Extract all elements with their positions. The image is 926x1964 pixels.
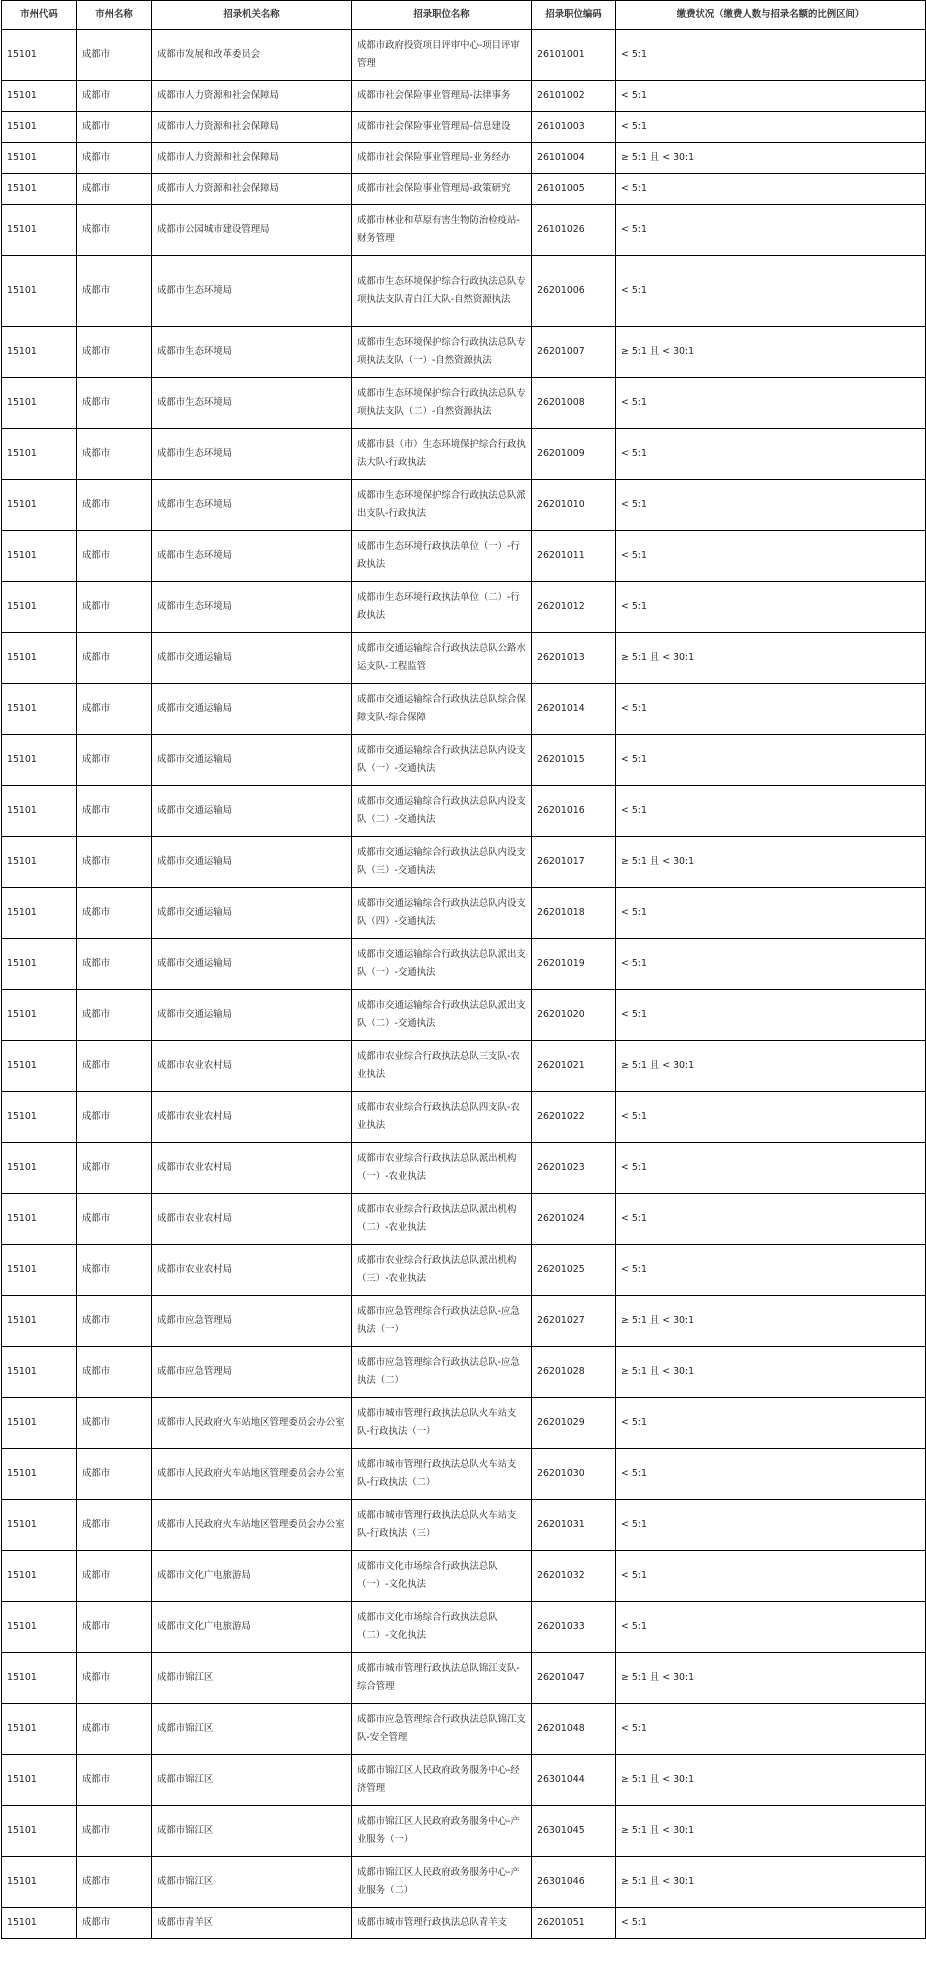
- cell-position-name: 成都市文化市场综合行政执法总队（二）-文化执法: [352, 1602, 532, 1653]
- cell-payment-status: ≥ 5:1 且 < 30:1: [616, 143, 926, 174]
- cell-position-name: 成都市社会保险事业管理局-业务经办: [352, 143, 532, 174]
- cell-payment-status: ≥ 5:1 且 < 30:1: [616, 1041, 926, 1092]
- cell-position-name: 成都市交通运输综合行政执法总队内设支队（二）-交通执法: [352, 786, 532, 837]
- cell-city-name: 成都市: [77, 1602, 152, 1653]
- header-agency-name: 招录机关名称: [152, 1, 352, 30]
- cell-city-code: 15101: [2, 1500, 77, 1551]
- cell-agency-name: 成都市生态环境局: [152, 429, 352, 480]
- cell-city-name: 成都市: [77, 1857, 152, 1908]
- cell-position-name: 成都市社会保险事业管理局-政策研究: [352, 174, 532, 205]
- cell-city-code: 15101: [2, 480, 77, 531]
- cell-city-code: 15101: [2, 888, 77, 939]
- cell-city-name: 成都市: [77, 480, 152, 531]
- cell-position-name: 成都市交通运输综合行政执法总队综合保障支队-综合保障: [352, 684, 532, 735]
- table-row: [2, 429, 926, 480]
- cell-city-code: 15101: [2, 837, 77, 888]
- cell-position-name: 成都市城市管理行政执法总队火车站支队-行政执法（三）: [352, 1500, 532, 1551]
- cell-position-name: 成都市农业综合行政执法总队四支队-农业执法: [352, 1092, 532, 1143]
- table-row: [2, 1449, 926, 1500]
- cell-city-name: 成都市: [77, 81, 152, 112]
- cell-city-name: 成都市: [77, 256, 152, 327]
- cell-city-name: 成都市: [77, 1194, 152, 1245]
- cell-city-code: 15101: [2, 81, 77, 112]
- cell-position-code: 26201032: [532, 1551, 616, 1602]
- table-row: [2, 143, 926, 174]
- cell-city-code: 15101: [2, 1092, 77, 1143]
- cell-payment-status: < 5:1: [616, 1704, 926, 1755]
- table-row: [2, 990, 926, 1041]
- cell-position-code: 26201014: [532, 684, 616, 735]
- cell-agency-name: 成都市农业农村局: [152, 1143, 352, 1194]
- cell-payment-status: < 5:1: [616, 888, 926, 939]
- cell-payment-status: < 5:1: [616, 1143, 926, 1194]
- cell-city-code: 15101: [2, 939, 77, 990]
- cell-payment-status: < 5:1: [616, 1449, 926, 1500]
- cell-city-name: 成都市: [77, 174, 152, 205]
- cell-payment-status: ≥ 5:1 且 < 30:1: [616, 837, 926, 888]
- cell-position-name: 成都市交通运输综合行政执法总队内设支队（一）-交通执法: [352, 735, 532, 786]
- cell-city-code: 15101: [2, 1551, 77, 1602]
- recruitment-table: [1, 0, 926, 1939]
- cell-payment-status: < 5:1: [616, 786, 926, 837]
- cell-agency-name: 成都市锦江区: [152, 1653, 352, 1704]
- cell-payment-status: < 5:1: [616, 429, 926, 480]
- cell-agency-name: 成都市交通运输局: [152, 633, 352, 684]
- cell-city-code: 15101: [2, 633, 77, 684]
- table-row: [2, 1857, 926, 1908]
- table-row: [2, 81, 926, 112]
- cell-position-name: 成都市应急管理综合行政执法总队-应急执法（二）: [352, 1347, 532, 1398]
- cell-city-code: 15101: [2, 735, 77, 786]
- cell-city-code: 15101: [2, 112, 77, 143]
- cell-city-name: 成都市: [77, 633, 152, 684]
- cell-position-name: 成都市生态环境保护综合行政执法总队专项执法支队青白江大队-自然资源执法: [352, 256, 532, 327]
- cell-city-code: 15101: [2, 1041, 77, 1092]
- cell-position-name: 成都市政府投资项目评审中心-项目评审管理: [352, 30, 532, 81]
- cell-city-name: 成都市: [77, 1041, 152, 1092]
- cell-position-name: 成都市交通运输综合行政执法总队内设支队（三）-交通执法: [352, 837, 532, 888]
- header-position-name: 招录职位名称: [352, 1, 532, 30]
- table-row: [2, 480, 926, 531]
- cell-city-code: 15101: [2, 1245, 77, 1296]
- cell-city-code: 15101: [2, 1704, 77, 1755]
- header-row: [2, 1, 926, 30]
- cell-payment-status: < 5:1: [616, 174, 926, 205]
- cell-city-code: 15101: [2, 1194, 77, 1245]
- cell-position-name: 成都市农业综合行政执法总队派出机构（二）-农业执法: [352, 1194, 532, 1245]
- table-row: [2, 939, 926, 990]
- table-row: [2, 735, 926, 786]
- cell-position-code: 26201012: [532, 582, 616, 633]
- cell-city-code: 15101: [2, 990, 77, 1041]
- cell-position-name: 成都市农业综合行政执法总队三支队-农业执法: [352, 1041, 532, 1092]
- cell-position-code: 26201013: [532, 633, 616, 684]
- cell-payment-status: < 5:1: [616, 735, 926, 786]
- table-row: [2, 1908, 926, 1939]
- table-row: [2, 1092, 926, 1143]
- cell-payment-status: < 5:1: [616, 582, 926, 633]
- cell-city-name: 成都市: [77, 1551, 152, 1602]
- cell-agency-name: 成都市锦江区: [152, 1755, 352, 1806]
- table-row: [2, 531, 926, 582]
- cell-position-name: 成都市交通运输综合行政执法总队公路水运支队-工程监管: [352, 633, 532, 684]
- cell-city-code: 15101: [2, 1296, 77, 1347]
- cell-city-code: 15101: [2, 684, 77, 735]
- cell-position-name: 成都市锦江区人民政府政务服务中心-产业服务（二）: [352, 1857, 532, 1908]
- cell-payment-status: < 5:1: [616, 480, 926, 531]
- cell-position-code: 26201015: [532, 735, 616, 786]
- header-position-code: 招录职位编码: [532, 1, 616, 30]
- cell-payment-status: < 5:1: [616, 1908, 926, 1939]
- cell-city-name: 成都市: [77, 143, 152, 174]
- cell-payment-status: < 5:1: [616, 30, 926, 81]
- cell-city-code: 15101: [2, 143, 77, 174]
- cell-city-name: 成都市: [77, 205, 152, 256]
- cell-payment-status: < 5:1: [616, 1245, 926, 1296]
- cell-city-code: 15101: [2, 205, 77, 256]
- cell-position-name: 成都市生态环境行政执法单位（二）-行政执法: [352, 582, 532, 633]
- cell-payment-status: ≥ 5:1 且 < 30:1: [616, 1755, 926, 1806]
- cell-city-name: 成都市: [77, 837, 152, 888]
- cell-position-code: 26201011: [532, 531, 616, 582]
- cell-city-name: 成都市: [77, 1704, 152, 1755]
- cell-agency-name: 成都市锦江区: [152, 1857, 352, 1908]
- cell-payment-status: ≥ 5:1 且 < 30:1: [616, 1857, 926, 1908]
- cell-agency-name: 成都市生态环境局: [152, 327, 352, 378]
- cell-payment-status: < 5:1: [616, 939, 926, 990]
- cell-position-code: 26201019: [532, 939, 616, 990]
- cell-city-code: 15101: [2, 1398, 77, 1449]
- cell-position-name: 成都市农业综合行政执法总队派出机构（三）-农业执法: [352, 1245, 532, 1296]
- cell-position-name: 成都市锦江区人民政府政务服务中心-经济管理: [352, 1755, 532, 1806]
- cell-position-code: 26101002: [532, 81, 616, 112]
- cell-position-name: 成都市生态环境行政执法单位（一）-行政执法: [352, 531, 532, 582]
- cell-payment-status: < 5:1: [616, 990, 926, 1041]
- cell-position-code: 26201029: [532, 1398, 616, 1449]
- cell-position-code: 26201020: [532, 990, 616, 1041]
- cell-position-name: 成都市生态环境保护综合行政执法总队派出支队-行政执法: [352, 480, 532, 531]
- table-row: [2, 888, 926, 939]
- cell-city-name: 成都市: [77, 1143, 152, 1194]
- cell-agency-name: 成都市人力资源和社会保障局: [152, 112, 352, 143]
- cell-position-code: 26201023: [532, 1143, 616, 1194]
- cell-position-name: 成都市应急管理综合行政执法总队-应急执法（一）: [352, 1296, 532, 1347]
- cell-agency-name: 成都市人力资源和社会保障局: [152, 81, 352, 112]
- table-row: [2, 174, 926, 205]
- table-row: [2, 1551, 926, 1602]
- cell-payment-status: < 5:1: [616, 205, 926, 256]
- table-row: [2, 1500, 926, 1551]
- cell-position-name: 成都市生态环境保护综合行政执法总队专项执法支队（一）-自然资源执法: [352, 327, 532, 378]
- cell-city-name: 成都市: [77, 786, 152, 837]
- table-row: [2, 1347, 926, 1398]
- cell-agency-name: 成都市文化广电旅游局: [152, 1602, 352, 1653]
- table-row: [2, 1194, 926, 1245]
- cell-agency-name: 成都市交通运输局: [152, 684, 352, 735]
- cell-city-code: 15101: [2, 327, 77, 378]
- cell-agency-name: 成都市农业农村局: [152, 1245, 352, 1296]
- cell-agency-name: 成都市农业农村局: [152, 1092, 352, 1143]
- cell-agency-name: 成都市交通运输局: [152, 888, 352, 939]
- cell-payment-status: < 5:1: [616, 256, 926, 327]
- cell-payment-status: < 5:1: [616, 1092, 926, 1143]
- cell-agency-name: 成都市交通运输局: [152, 837, 352, 888]
- cell-position-code: 26101026: [532, 205, 616, 256]
- cell-city-name: 成都市: [77, 1653, 152, 1704]
- cell-position-code: 26101001: [532, 30, 616, 81]
- cell-agency-name: 成都市发展和改革委员会: [152, 30, 352, 81]
- table-row: [2, 1398, 926, 1449]
- cell-payment-status: < 5:1: [616, 112, 926, 143]
- cell-payment-status: ≥ 5:1 且 < 30:1: [616, 327, 926, 378]
- cell-position-name: 成都市城市管理行政执法总队青羊支: [352, 1908, 532, 1939]
- cell-agency-name: 成都市应急管理局: [152, 1347, 352, 1398]
- cell-city-code: 15101: [2, 1602, 77, 1653]
- cell-payment-status: ≥ 5:1 且 < 30:1: [616, 1347, 926, 1398]
- table-row: [2, 256, 926, 327]
- cell-city-name: 成都市: [77, 1398, 152, 1449]
- table-row: [2, 1602, 926, 1653]
- cell-agency-name: 成都市青羊区: [152, 1908, 352, 1939]
- cell-city-name: 成都市: [77, 1347, 152, 1398]
- cell-position-code: 26201008: [532, 378, 616, 429]
- cell-position-code: 26201010: [532, 480, 616, 531]
- cell-agency-name: 成都市生态环境局: [152, 256, 352, 327]
- cell-city-name: 成都市: [77, 1755, 152, 1806]
- cell-position-code: 26201030: [532, 1449, 616, 1500]
- cell-city-name: 成都市: [77, 1806, 152, 1857]
- cell-payment-status: < 5:1: [616, 531, 926, 582]
- cell-payment-status: ≥ 5:1 且 < 30:1: [616, 1806, 926, 1857]
- cell-agency-name: 成都市生态环境局: [152, 378, 352, 429]
- cell-city-name: 成都市: [77, 939, 152, 990]
- cell-city-code: 15101: [2, 1449, 77, 1500]
- cell-agency-name: 成都市农业农村局: [152, 1194, 352, 1245]
- table-row: [2, 633, 926, 684]
- cell-payment-status: < 5:1: [616, 1551, 926, 1602]
- cell-city-name: 成都市: [77, 378, 152, 429]
- table-row: [2, 582, 926, 633]
- cell-agency-name: 成都市锦江区: [152, 1806, 352, 1857]
- table-header: [2, 1, 926, 30]
- cell-city-code: 15101: [2, 1347, 77, 1398]
- cell-payment-status: < 5:1: [616, 81, 926, 112]
- cell-position-code: 26201047: [532, 1653, 616, 1704]
- cell-city-code: 15101: [2, 429, 77, 480]
- cell-city-name: 成都市: [77, 429, 152, 480]
- cell-position-name: 成都市交通运输综合行政执法总队派出支队（二）-交通执法: [352, 990, 532, 1041]
- cell-position-code: 26301044: [532, 1755, 616, 1806]
- cell-city-code: 15101: [2, 1908, 77, 1939]
- cell-city-code: 15101: [2, 1143, 77, 1194]
- cell-payment-status: < 5:1: [616, 1194, 926, 1245]
- cell-city-code: 15101: [2, 256, 77, 327]
- cell-agency-name: 成都市人民政府火车站地区管理委员会办公室: [152, 1398, 352, 1449]
- table-row: [2, 327, 926, 378]
- cell-position-name: 成都市生态环境保护综合行政执法总队专项执法支队（二）-自然资源执法: [352, 378, 532, 429]
- cell-position-name: 成都市城市管理行政执法总队锦江支队-综合管理: [352, 1653, 532, 1704]
- cell-city-name: 成都市: [77, 1908, 152, 1939]
- cell-position-name: 成都市锦江区人民政府政务服务中心-产业服务（一）: [352, 1806, 532, 1857]
- cell-payment-status: < 5:1: [616, 378, 926, 429]
- cell-position-code: 26101003: [532, 112, 616, 143]
- cell-payment-status: ≥ 5:1 且 < 30:1: [616, 1653, 926, 1704]
- cell-city-code: 15101: [2, 531, 77, 582]
- cell-city-name: 成都市: [77, 1296, 152, 1347]
- cell-position-name: 成都市县（市）生态环境保护综合行政执法大队-行政执法: [352, 429, 532, 480]
- header-payment-status: 缴费状况（缴费人数与招录名额的比例区间）: [616, 1, 926, 30]
- cell-city-code: 15101: [2, 1857, 77, 1908]
- cell-city-name: 成都市: [77, 327, 152, 378]
- cell-position-code: 26201006: [532, 256, 616, 327]
- cell-position-name: 成都市城市管理行政执法总队火车站支队-行政执法（一）: [352, 1398, 532, 1449]
- cell-agency-name: 成都市生态环境局: [152, 582, 352, 633]
- cell-city-name: 成都市: [77, 1092, 152, 1143]
- cell-city-name: 成都市: [77, 1500, 152, 1551]
- cell-position-name: 成都市社会保险事业管理局-法律事务: [352, 81, 532, 112]
- table-row: [2, 1806, 926, 1857]
- cell-agency-name: 成都市公园城市建设管理局: [152, 205, 352, 256]
- cell-position-code: 26201024: [532, 1194, 616, 1245]
- cell-payment-status: < 5:1: [616, 684, 926, 735]
- cell-position-code: 26201031: [532, 1500, 616, 1551]
- table-row: [2, 837, 926, 888]
- cell-position-name: 成都市交通运输综合行政执法总队内设支队（四）-交通执法: [352, 888, 532, 939]
- cell-position-code: 26201016: [532, 786, 616, 837]
- cell-city-code: 15101: [2, 174, 77, 205]
- cell-city-code: 15101: [2, 1806, 77, 1857]
- table-row: [2, 30, 926, 81]
- cell-city-name: 成都市: [77, 531, 152, 582]
- cell-city-name: 成都市: [77, 684, 152, 735]
- cell-city-name: 成都市: [77, 735, 152, 786]
- cell-city-name: 成都市: [77, 30, 152, 81]
- cell-payment-status: ≥ 5:1 且 < 30:1: [616, 633, 926, 684]
- table-row: [2, 205, 926, 256]
- cell-city-name: 成都市: [77, 582, 152, 633]
- cell-agency-name: 成都市人民政府火车站地区管理委员会办公室: [152, 1500, 352, 1551]
- cell-position-name: 成都市社会保险事业管理局-信息建设: [352, 112, 532, 143]
- cell-payment-status: < 5:1: [616, 1500, 926, 1551]
- cell-position-code: 26101005: [532, 174, 616, 205]
- cell-position-name: 成都市交通运输综合行政执法总队派出支队（一）-交通执法: [352, 939, 532, 990]
- table-row: [2, 786, 926, 837]
- cell-position-code: 26201017: [532, 837, 616, 888]
- table-row: [2, 1245, 926, 1296]
- table-row: [2, 1704, 926, 1755]
- cell-agency-name: 成都市交通运输局: [152, 735, 352, 786]
- table-row: [2, 684, 926, 735]
- cell-position-code: 26201028: [532, 1347, 616, 1398]
- cell-city-code: 15101: [2, 1755, 77, 1806]
- cell-agency-name: 成都市人民政府火车站地区管理委员会办公室: [152, 1449, 352, 1500]
- cell-position-code: 26201033: [532, 1602, 616, 1653]
- cell-position-code: 26201021: [532, 1041, 616, 1092]
- cell-city-name: 成都市: [77, 1245, 152, 1296]
- cell-position-code: 26301046: [532, 1857, 616, 1908]
- cell-position-code: 26201048: [532, 1704, 616, 1755]
- header-city-name: 市州名称: [77, 1, 152, 30]
- header-city-code: 市州代码: [2, 1, 77, 30]
- table-row: [2, 1755, 926, 1806]
- cell-position-name: 成都市农业综合行政执法总队派出机构（一）-农业执法: [352, 1143, 532, 1194]
- cell-agency-name: 成都市生态环境局: [152, 480, 352, 531]
- cell-city-code: 15101: [2, 786, 77, 837]
- cell-city-name: 成都市: [77, 112, 152, 143]
- cell-position-code: 26201051: [532, 1908, 616, 1939]
- cell-position-code: 26201025: [532, 1245, 616, 1296]
- cell-position-code: 26101004: [532, 143, 616, 174]
- cell-agency-name: 成都市人力资源和社会保障局: [152, 143, 352, 174]
- cell-agency-name: 成都市农业农村局: [152, 1041, 352, 1092]
- cell-agency-name: 成都市交通运输局: [152, 990, 352, 1041]
- cell-agency-name: 成都市交通运输局: [152, 786, 352, 837]
- cell-agency-name: 成都市锦江区: [152, 1704, 352, 1755]
- table-row: [2, 112, 926, 143]
- table-row: [2, 1041, 926, 1092]
- cell-agency-name: 成都市交通运输局: [152, 939, 352, 990]
- cell-position-code: 26201007: [532, 327, 616, 378]
- cell-payment-status: < 5:1: [616, 1398, 926, 1449]
- table-body: [2, 30, 926, 1939]
- table-row: [2, 378, 926, 429]
- cell-agency-name: 成都市人力资源和社会保障局: [152, 174, 352, 205]
- cell-city-code: 15101: [2, 1653, 77, 1704]
- cell-position-name: 成都市林业和草原有害生物防治检疫站-财务管理: [352, 205, 532, 256]
- cell-position-name: 成都市城市管理行政执法总队火车站支队-行政执法（二）: [352, 1449, 532, 1500]
- cell-city-name: 成都市: [77, 1449, 152, 1500]
- cell-agency-name: 成都市应急管理局: [152, 1296, 352, 1347]
- cell-payment-status: < 5:1: [616, 1602, 926, 1653]
- cell-position-name: 成都市应急管理综合行政执法总队锦江支队-安全管理: [352, 1704, 532, 1755]
- cell-position-code: 26201022: [532, 1092, 616, 1143]
- table-row: [2, 1143, 926, 1194]
- cell-position-code: 26201018: [532, 888, 616, 939]
- cell-agency-name: 成都市文化广电旅游局: [152, 1551, 352, 1602]
- cell-city-name: 成都市: [77, 990, 152, 1041]
- cell-position-code: 26201009: [532, 429, 616, 480]
- cell-city-code: 15101: [2, 378, 77, 429]
- table-row: [2, 1653, 926, 1704]
- cell-position-code: 26201027: [532, 1296, 616, 1347]
- cell-payment-status: ≥ 5:1 且 < 30:1: [616, 1296, 926, 1347]
- cell-city-code: 15101: [2, 30, 77, 81]
- cell-city-name: 成都市: [77, 888, 152, 939]
- cell-position-name: 成都市文化市场综合行政执法总队（一）-文化执法: [352, 1551, 532, 1602]
- cell-position-code: 26301045: [532, 1806, 616, 1857]
- cell-city-code: 15101: [2, 582, 77, 633]
- table-row: [2, 1296, 926, 1347]
- cell-agency-name: 成都市生态环境局: [152, 531, 352, 582]
